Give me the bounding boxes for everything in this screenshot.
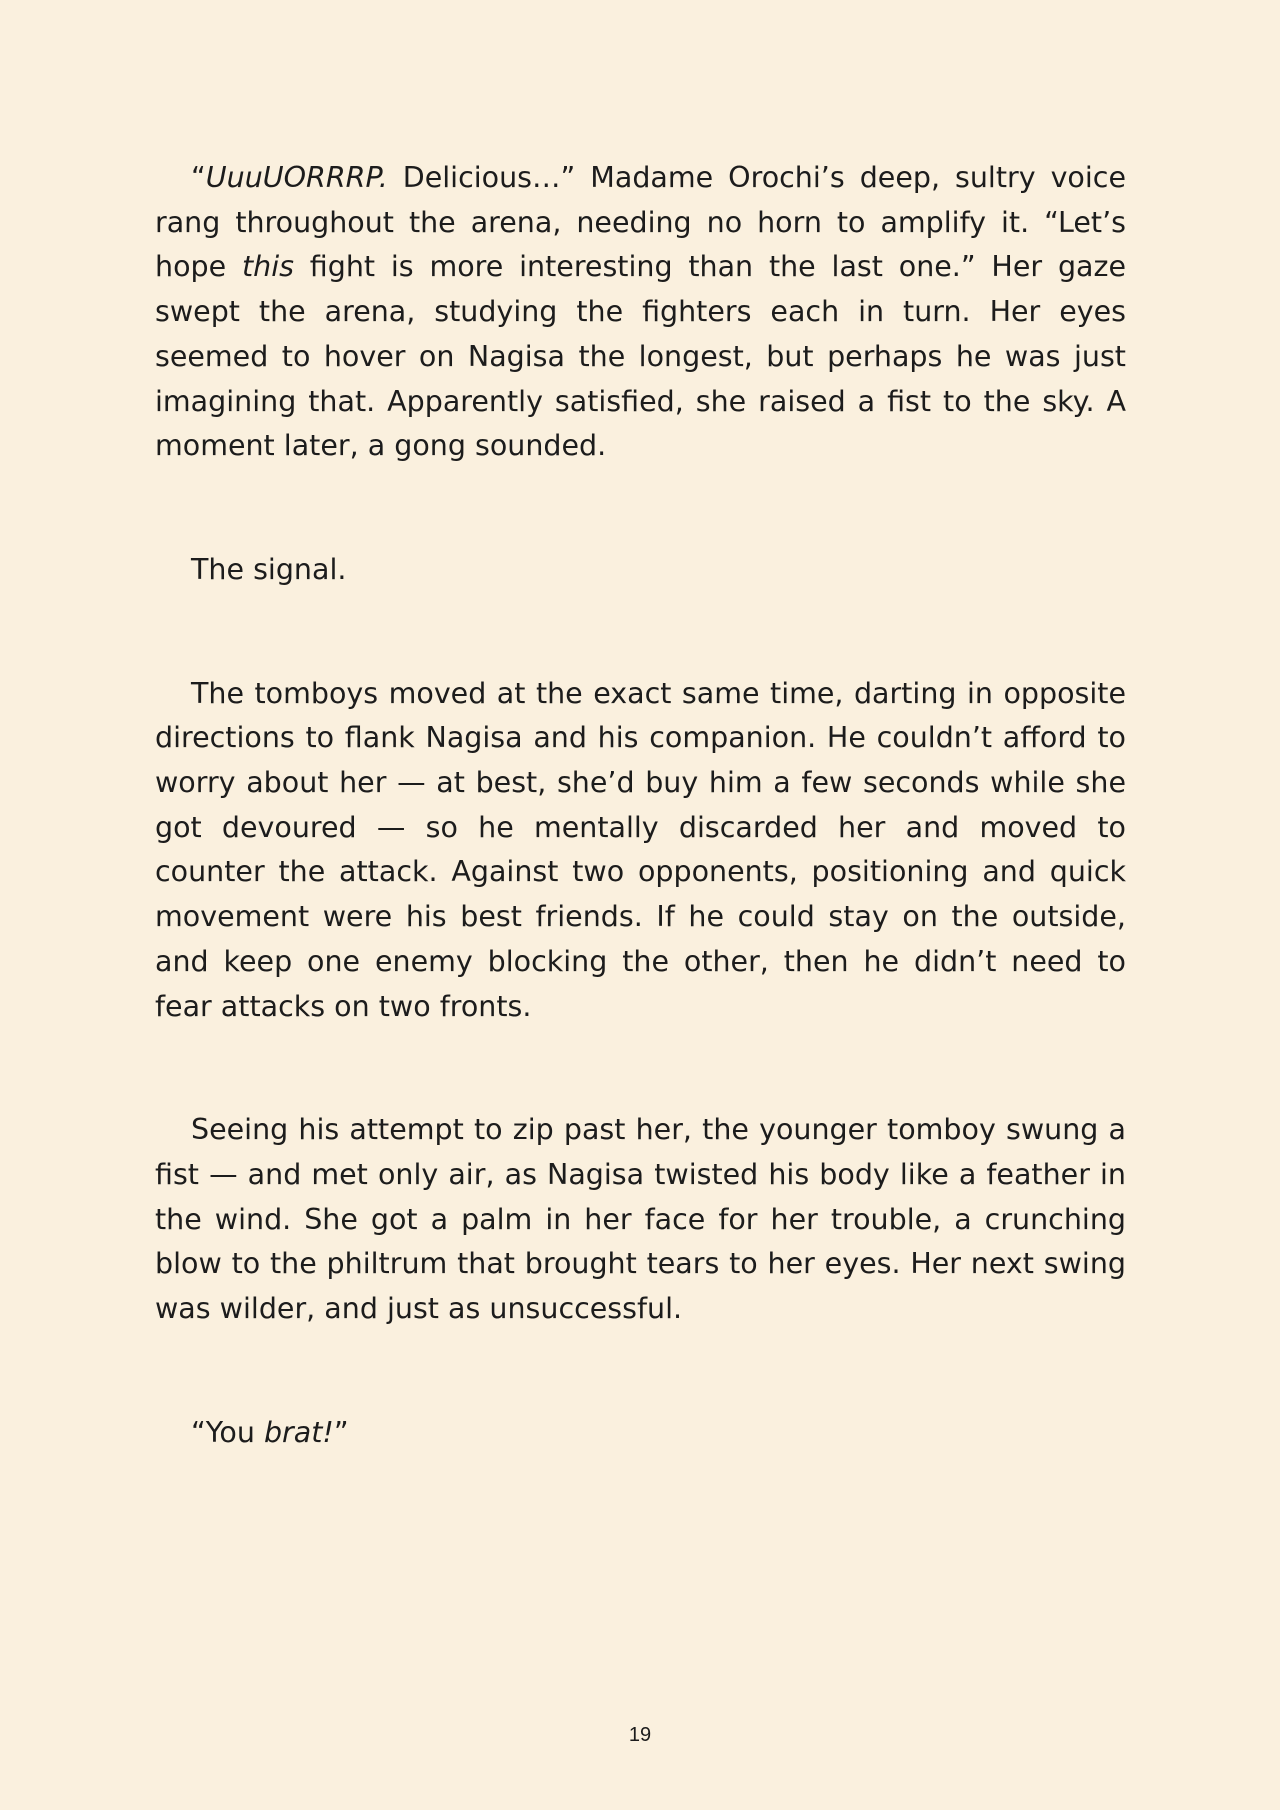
text-segment: fight is more interesting than the last one.” Her gaze swept the arena, studying the fighters each in turn. Her eyes seemed to hover on Nagisa the longest, but perhaps he was just imagining that. Apparently satisfied, she raised a fist to the sky. A moment later, a gong sounded. (155, 250, 1126, 463)
text-segment: “ (191, 161, 206, 194)
text-segment: Seeing his attempt to zip past her, the younger tomboy swung a fist — and met only air, as Nagisa twisted his body like a feather in the wind. She got a palm in her face for her trouble, a crunching blow to the philtrum that brought tears to her eyes. Her next swing was wilder, and just as unsuccessful. (155, 1113, 1126, 1326)
paragraph-1 (155, 156, 1126, 469)
text-segment: Delicious…” Madame Orochi’s deep, sultry voice rang throughout the arena, needing no horn to amplify it. “Let’s hope (155, 161, 1126, 284)
paragraph-3 (155, 672, 1126, 1030)
paragraph-4 (155, 1108, 1126, 1332)
paragraph-spacer (155, 593, 1126, 672)
italic-segment: this (241, 250, 294, 284)
paragraph-spacer (155, 1332, 1126, 1411)
text-segment: ” (333, 1415, 349, 1449)
page-number: 19 (628, 1724, 652, 1746)
paragraph-spacer (155, 469, 1126, 548)
paragraph-5 (155, 1411, 1126, 1456)
italic-segment: brat! (263, 1415, 334, 1449)
text-segment: The signal. (191, 552, 347, 586)
italic-segment: UuuUORRRP. (205, 161, 388, 194)
paragraph-spacer (155, 1029, 1126, 1108)
text-segment: “You (191, 1415, 264, 1449)
text-segment: The tomboys moved at the exact same time, darting in opposite directions to flank Nagisa and his companion. He couldn’t afford to worry about her — at best, she’d buy him a few seconds while she got devoured — so he mentally discarded her and moved to counter the attack. Against two opponents, positioning and quick movement were his best friends. If he could stay on the outside, and keep one enemy blocking the other, then he didn’t need to fear attacks on two fronts. (155, 676, 1126, 1023)
body-text (155, 156, 1126, 1455)
paragraph-2 (155, 548, 1126, 593)
